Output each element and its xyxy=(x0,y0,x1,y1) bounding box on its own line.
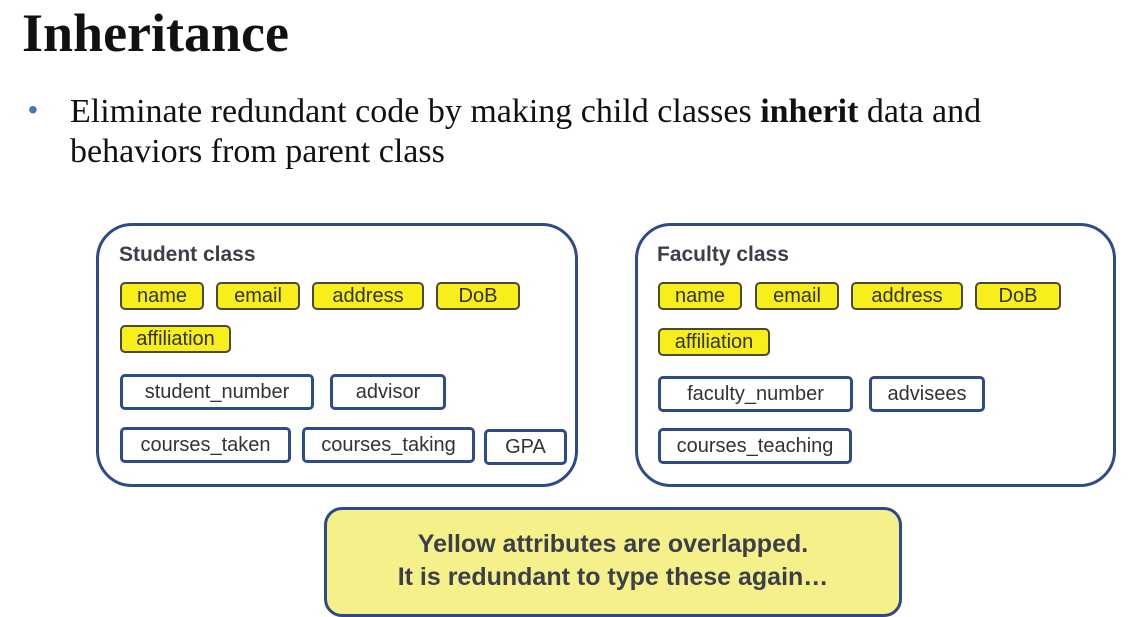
faculty-attr-faculty-number: faculty_number xyxy=(658,376,853,412)
bullet-dot-icon: • xyxy=(28,94,38,125)
faculty-attr-name: name xyxy=(658,282,742,310)
student-attr-advisor: advisor xyxy=(330,374,446,410)
student-attr-affiliation: affiliation xyxy=(120,325,231,353)
student-attr-courses-taken: courses_taken xyxy=(120,427,291,463)
note-line-2: It is redundant to type these again… xyxy=(397,563,829,591)
student-attr-courses-taking: courses_taking xyxy=(302,427,475,463)
note-line-1: Yellow attributes are overlapped. xyxy=(417,530,809,558)
student-attr-student-number: student_number xyxy=(120,374,314,410)
student-attr-gpa: GPA xyxy=(484,429,567,465)
student-attr-address: address xyxy=(312,282,424,310)
faculty-attr-dob: DoB xyxy=(975,282,1061,310)
student-attr-name: name xyxy=(120,282,204,310)
bullet-emphasis: inherit xyxy=(760,93,859,130)
faculty-attr-courses-teaching: courses_teaching xyxy=(658,428,852,464)
faculty-attr-address: address xyxy=(851,282,963,310)
faculty-attr-advisees: advisees xyxy=(869,376,985,412)
slide-title: Inheritance xyxy=(22,3,289,63)
bullet-text-start: Eliminate redundant code by making child classes xyxy=(70,93,761,130)
bullet-text-end: data and behaviors from parent class xyxy=(70,93,982,170)
student-class-title: Student class xyxy=(119,243,256,266)
student-attr-email: email xyxy=(216,282,300,310)
faculty-class-title: Faculty class xyxy=(657,243,789,266)
redundancy-note xyxy=(324,507,902,617)
student-attr-dob: DoB xyxy=(436,282,520,310)
bullet-text xyxy=(70,92,1110,172)
faculty-attr-affiliation: affiliation xyxy=(658,328,770,356)
faculty-attr-email: email xyxy=(755,282,839,310)
